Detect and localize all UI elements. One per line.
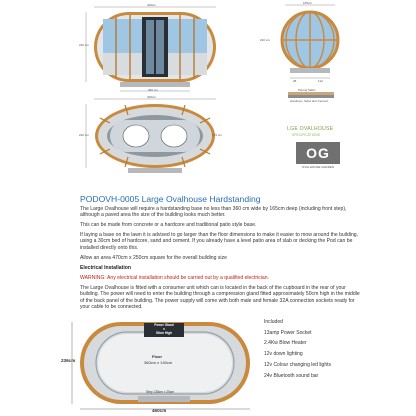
plan-view-drawing bbox=[80, 96, 230, 176]
ovalhouse-logo bbox=[286, 126, 350, 184]
power-gland-label: Power Gland bbox=[154, 323, 174, 327]
front-elevation-drawing bbox=[80, 2, 230, 94]
plan-view-svg bbox=[80, 96, 230, 176]
spec-item: 13amp Power Socket bbox=[264, 330, 312, 336]
floor-height-label: 236cm bbox=[61, 358, 76, 363]
paragraph-base-requirement: The Large Ovalhouse will require a hardstanding base no less than 360 cm wide by 165cm deep (including front step), although a paved area the size of the building looks much better. bbox=[80, 206, 347, 219]
plan-depth-dim: 220 cm bbox=[79, 133, 89, 137]
front-elevation-svg bbox=[80, 2, 230, 94]
floor-size: 360cm x 140cm bbox=[144, 360, 173, 365]
spec-item: 2.4Kw Blow Heater bbox=[264, 340, 307, 346]
power-gland-x: x bbox=[163, 327, 165, 331]
power-gland-height: 50cm High bbox=[155, 331, 173, 335]
paragraph-base-material: This can be made from concrete or a hardcore and traditional patio style base. bbox=[80, 222, 257, 228]
side-elevation-drawing bbox=[260, 0, 342, 104]
floor-label: Floor bbox=[152, 354, 162, 359]
paragraph-overall-area: Allow an area 470cm x 250cm square for the overall building size bbox=[80, 255, 227, 261]
side-base-dim: 112 bbox=[318, 79, 323, 83]
side-width-dim: 165cm bbox=[303, 1, 313, 5]
side-height-dim: 220 cm bbox=[260, 38, 270, 42]
front-height-dim: 220 cm bbox=[79, 43, 89, 47]
floor-width-label: 460cm bbox=[152, 408, 167, 413]
electrical-warning: WARNING: Any electrical installation should be carried out by a qualified electrician. bbox=[80, 275, 269, 281]
page-title: PODOVH-0005 Large Ovalhouse Hardstanding bbox=[80, 194, 261, 204]
side-inner-dim: 38 bbox=[293, 79, 297, 83]
logo-brand-line bbox=[296, 165, 340, 169]
specs-heading: Included bbox=[264, 319, 283, 325]
electrical-heading: Electrical Installation bbox=[80, 265, 131, 271]
logo-sub: SPECIFICATIONS bbox=[292, 133, 321, 137]
step-label: Step 138cm x 25cm bbox=[146, 390, 175, 394]
logo-mark: OG bbox=[296, 142, 340, 164]
floor-plan-diagram bbox=[62, 318, 252, 414]
plan-width-dim: 400cm bbox=[147, 95, 157, 99]
hardcore-label: Hardcore, Sand and Cement bbox=[290, 99, 329, 103]
paragraph-lawn-advice: If laying a base on the lawn it is advised to go larger than the floor dimensions to make it easier to mow around the building, using a 30cm bed of hardcore, sand and cement. If you already have a level patio area of slab or decking the Pod can be installed directly onto this. bbox=[80, 232, 359, 251]
front-width-dim: 400cm bbox=[147, 3, 157, 7]
spec-item: 24v Bluetooth sound bar bbox=[264, 373, 319, 379]
plan-inner-dim: 176 cm bbox=[212, 133, 222, 137]
paving-slabs-label: Paving Slabs bbox=[298, 88, 316, 92]
spec-item: 12v down lighting bbox=[264, 351, 303, 357]
logo-caption: LGE OVALHOUSE bbox=[287, 126, 334, 132]
paragraph-consumer-unit: The Large Ovalhouse is fitted with a consumer unit which can is located in the back of the cupboard in the rear of your building. The power will need to enter the building through a compression gland fitted approximately 50cm high in the middle of the back panel of the building. The power supply will come with both male and female 32A connection sockets ready for your cable to be connected. bbox=[80, 285, 360, 311]
front-base-dim: 360 cm bbox=[148, 88, 158, 92]
logo-brand-rest: GARDEN bbox=[321, 165, 335, 169]
spec-item: 12v Colour changing led lights bbox=[264, 362, 331, 368]
logo-brand: OVALHOUSE bbox=[301, 165, 321, 169]
